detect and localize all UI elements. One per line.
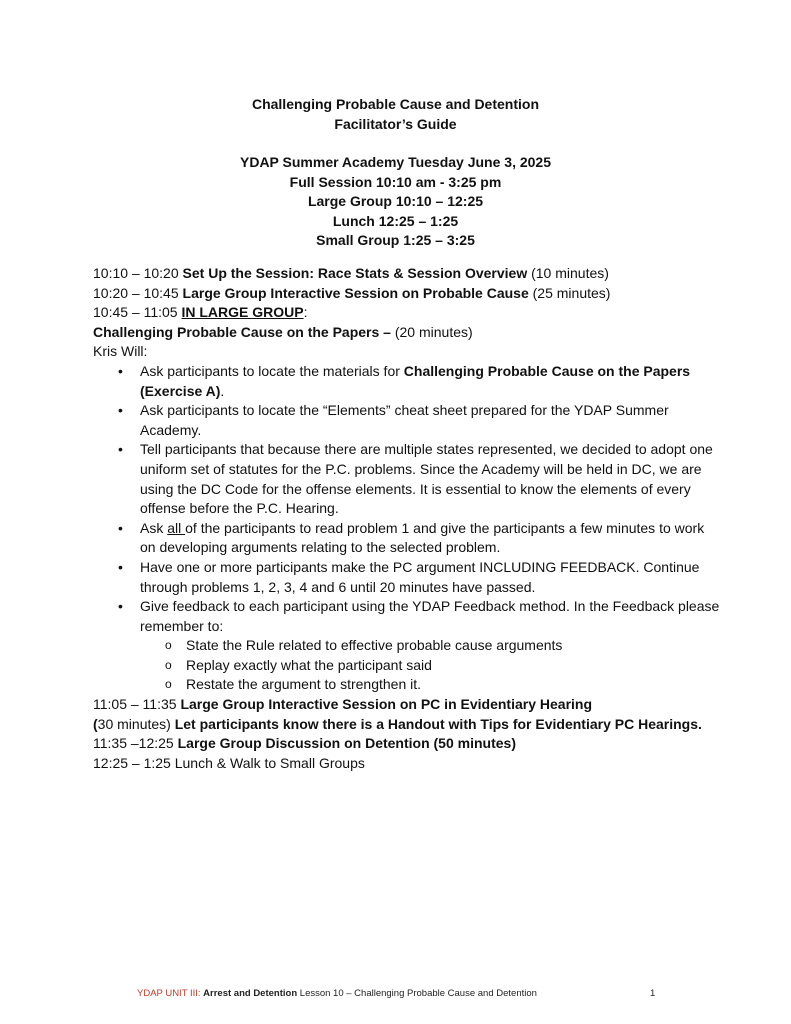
instruction-list (93, 362, 723, 636)
list-item: • Give feedback to each participant using the YDAP Feedback method. In the Feedback please remember to: (118, 598, 720, 634)
bullet-icon: • (118, 362, 123, 379)
full-session-line: Full Session 10:10 am - 3:25 pm (289, 173, 502, 190)
list-item: • Ask participants to locate the materials for Challenging Probable Cause on the Papers (Exercise A). (118, 362, 691, 399)
bullet-icon: • (118, 558, 123, 575)
footer-unit: YDAP UNIT III: (137, 988, 204, 999)
list-item: • Tell participants that because there are multiple states represented, we decided to adopt one uniform set of statutes for the P.C. problems. Since the Academy will be held in DC, we are using the DC Code for the offense elements. It is essential to know the elements of every offense before the P.C. Hearing. (118, 441, 713, 517)
sub-list-item: o State the Rule related to effective probable cause arguments (93, 636, 723, 656)
title-block (0, 95, 791, 251)
exercise-heading: Challenging Probable Cause on the Papers – (20 minutes) (93, 323, 473, 340)
schedule-item: 11:35 –12:25 Large Group Discussion on Detention (50 minutes) (93, 735, 516, 752)
event-line: YDAP Summer Academy Tuesday June 3, 2025 (240, 154, 551, 170)
circle-bullet-icon: o (165, 677, 172, 692)
schedule-item: 10:10 – 10:20 Set Up the Session: Race Stats & Session Overview (10 minutes) (93, 265, 609, 281)
footer-lesson: Lesson 10 – Challenging Probable Cause and Detention (297, 988, 537, 999)
kris-will-label: Kris Will: (93, 343, 148, 360)
footer-topic: Arrest and Detention (203, 988, 298, 999)
circle-bullet-icon: o (165, 657, 172, 672)
list-item: • Have one or more participants make the PC argument INCLUDING FEEDBACK. Continue through problems 1, 2, 3, 4 and 6 until 20 minutes have passed. (118, 558, 700, 595)
bullet-icon: • (118, 441, 123, 458)
page-number: 1 (650, 988, 656, 999)
bullet-icon: • (118, 598, 123, 615)
page-footer (137, 988, 537, 999)
schedule-item: 11:05 – 11:35 Large Group Interactive Session on PC in Evidentiary Hearing (93, 696, 593, 713)
schedule-item: 12:25 – 1:25 Lunch & Walk to Small Groups (93, 754, 365, 771)
schedule-item-continued: (30 minutes) Let participants know there is a Handout with Tips for Evidentiary PC Hearings. (93, 715, 702, 732)
sub-list-item: o Replay exactly what the participant said (93, 656, 723, 676)
circle-bullet-icon: o (165, 638, 172, 653)
list-item: • Ask all of the participants to read problem 1 and give the participants a few minutes to work on developing arguments relating to the selected problem. (118, 519, 705, 556)
small-group-line: Small Group 1:25 – 3:25 (316, 232, 475, 248)
bullet-icon: • (118, 402, 123, 419)
schedule-item: 10:20 – 10:45 Large Group Interactive Session on Probable Cause (25 minutes) (93, 284, 611, 301)
schedule-body (93, 264, 723, 773)
large-group-line: Large Group 10:10 – 12:25 (307, 193, 484, 209)
list-item: • Ask participants to locate the “Elements” cheat sheet prepared for the YDAP Summer Academy. (118, 402, 669, 438)
lunch-line: Lunch 12:25 – 1:25 (332, 212, 459, 229)
sub-list-item: o Restate the argument to strengthen it. (93, 675, 723, 695)
schedule-item: 10:45 – 11:05 IN LARGE GROUP: (93, 304, 308, 321)
document-title: Challenging Probable Cause and Detention (251, 96, 540, 112)
feedback-sublist (93, 636, 723, 695)
bullet-icon: • (118, 519, 123, 536)
document-subtitle: Facilitator’s Guide (334, 115, 457, 132)
